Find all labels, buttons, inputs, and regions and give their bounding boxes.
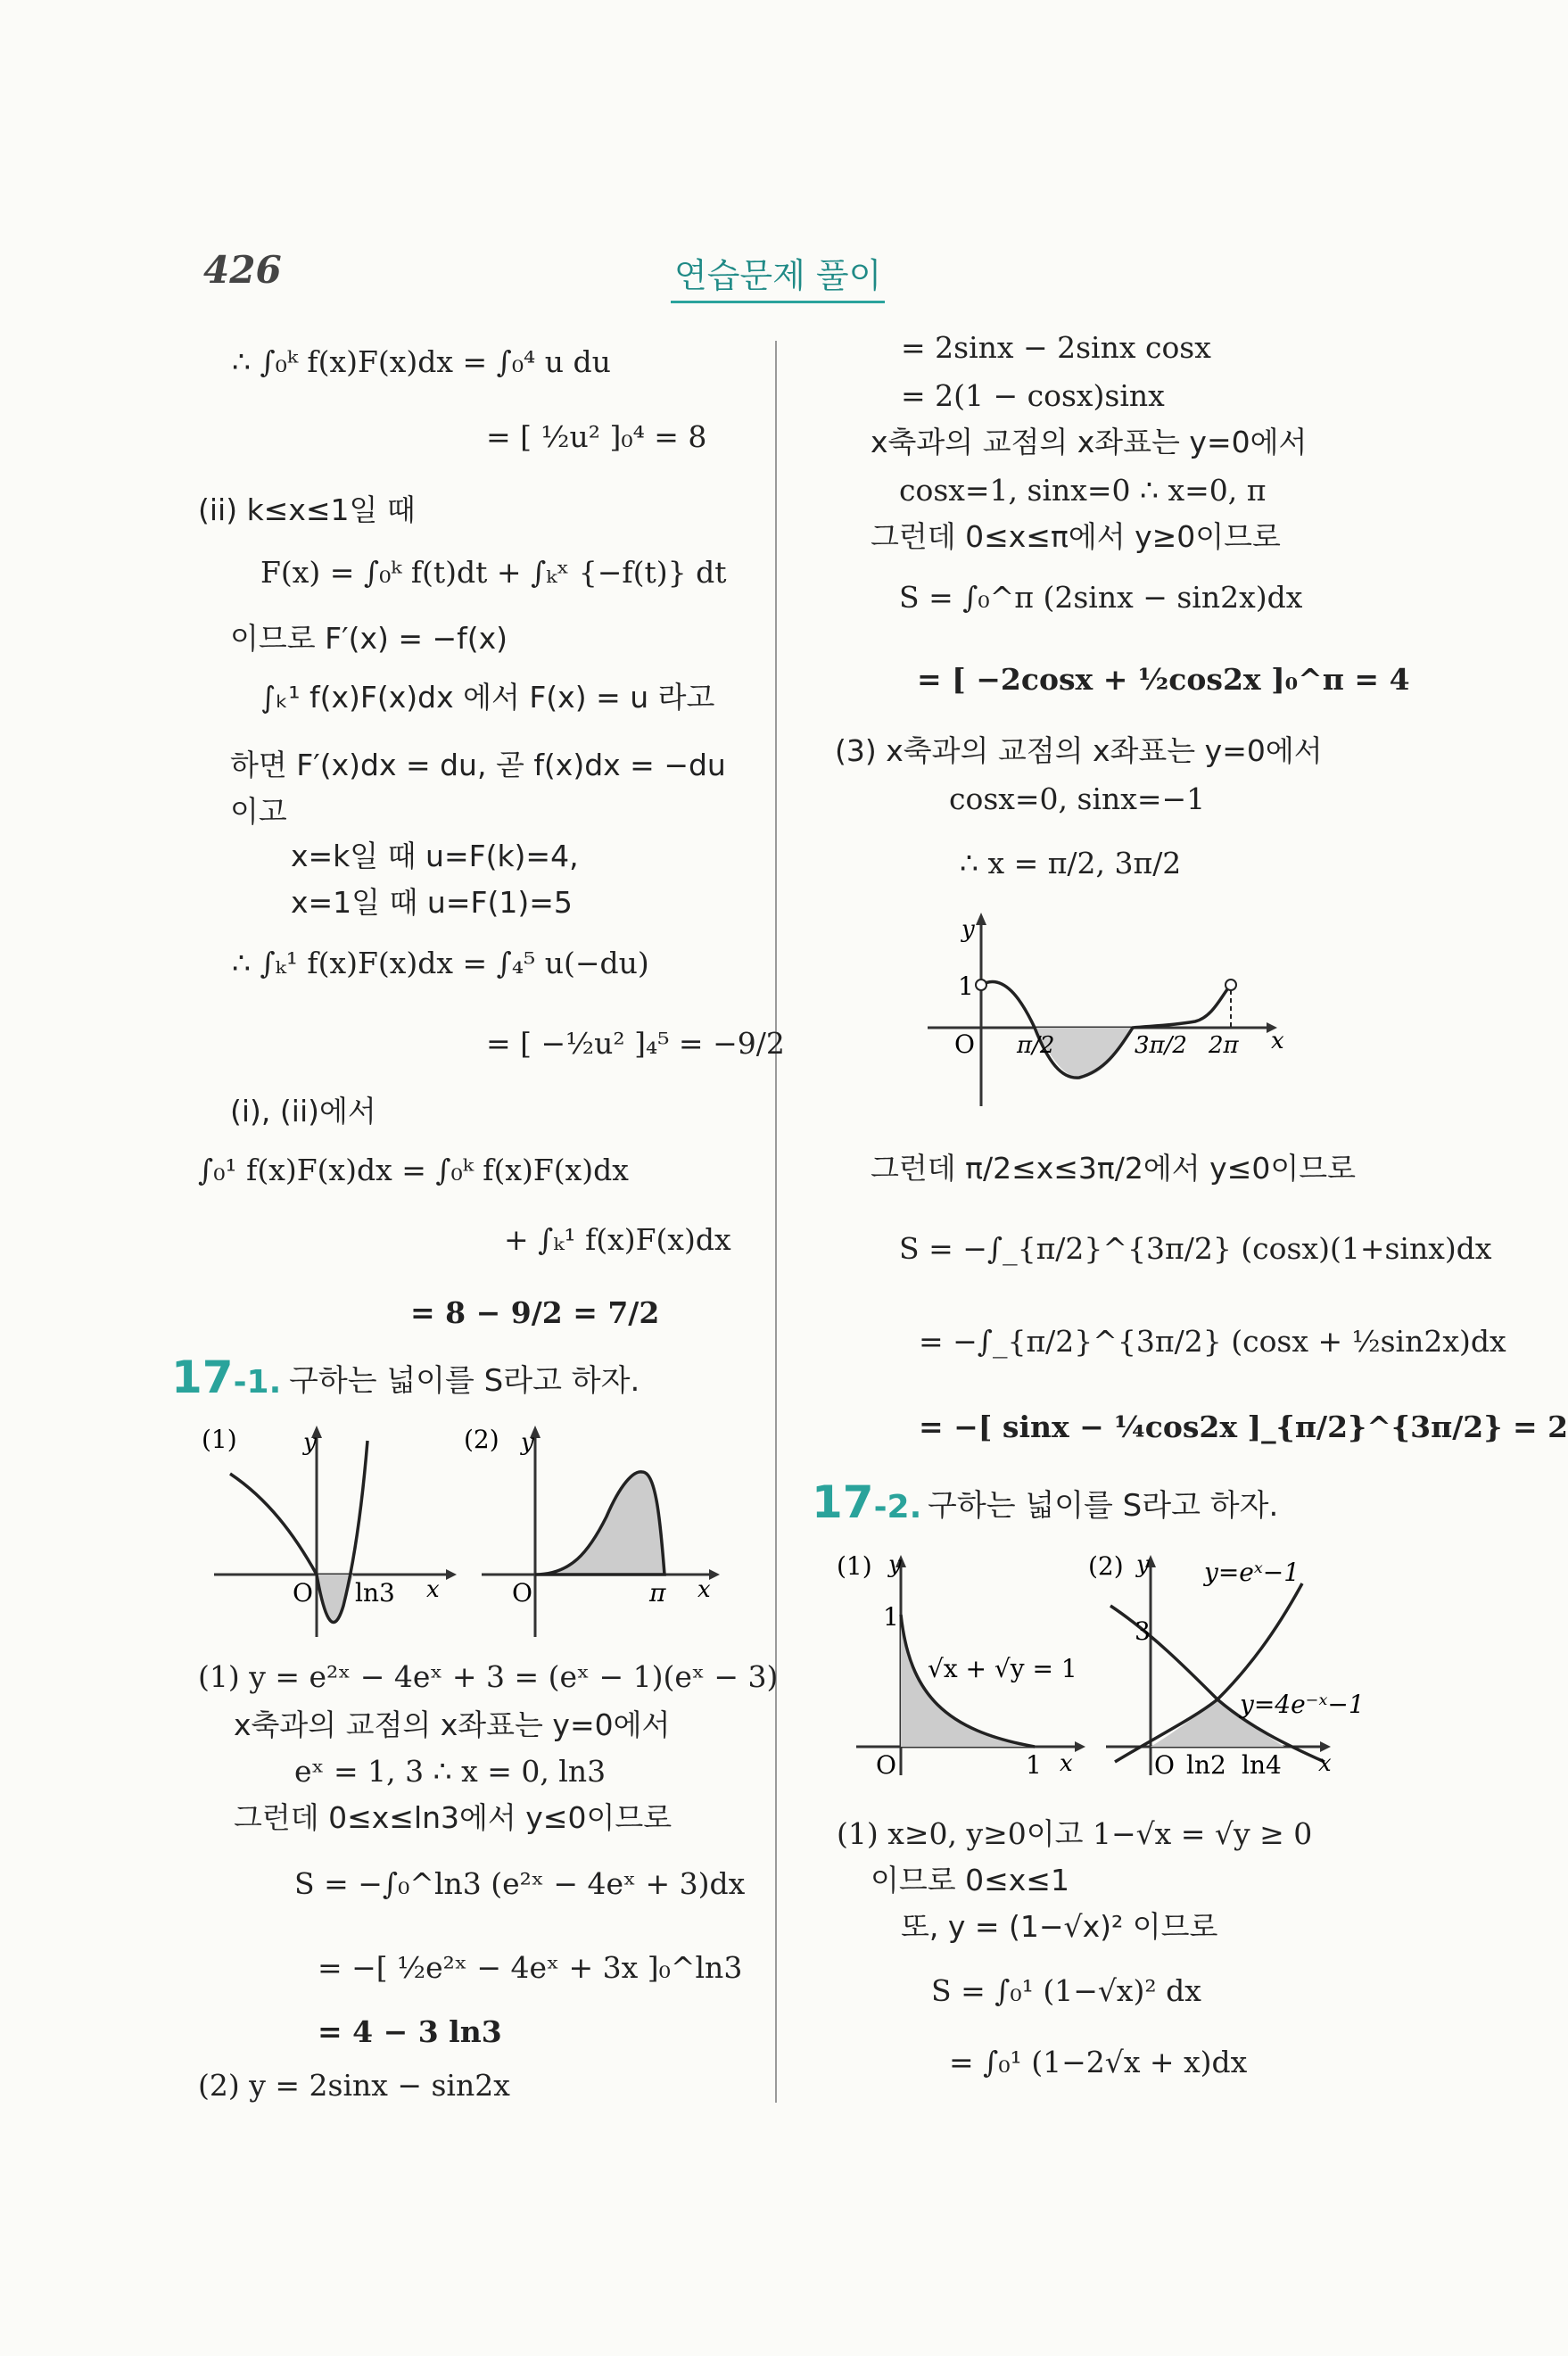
g2-y-label: y	[521, 1429, 534, 1456]
left-line-9: x=k일 때 u=F(k)=4,	[291, 839, 579, 873]
left-line-8: 이고	[230, 794, 287, 829]
g5-curve2-label: y=4e⁻ˣ−1	[1240, 1690, 1365, 1719]
right-line-3: x축과의 교점의 x좌표는 y=0에서	[871, 425, 1308, 459]
right-line-6: S = ∫₀^π (2sinx − sin2x)dx	[899, 580, 1303, 615]
left-line-1: ∴ ∫₀ᵏ f(x)F(x)dx = ∫₀⁴ u du	[232, 344, 611, 379]
s171-line-2: x축과의 교점의 x좌표는 y=0에서	[234, 1707, 671, 1742]
right-line-10: ∴ x = π/2, 3π/2	[960, 846, 1182, 880]
right-line-1: = 2sinx − 2sinx cosx	[901, 330, 1211, 365]
g4-one-x: 1	[1026, 1750, 1042, 1780]
left-line-14: ∫₀¹ f(x)F(x)dx = ∫₀ᵏ f(x)F(x)dx	[198, 1153, 629, 1187]
left-line-7: 하면 F′(x)dx = du, 곧 f(x)dx = −du	[230, 748, 726, 782]
left-line-10: x=1일 때 u=F(1)=5	[291, 885, 573, 920]
s172-line-2: 이므로 0≤x≤1	[871, 1863, 1069, 1897]
g3-y-label: y	[961, 916, 975, 943]
left-line-2: = [ ½u² ]₀⁴ = 8	[486, 419, 707, 454]
s171-line-3: eˣ = 1, 3 ∴ x = 0, ln3	[294, 1754, 607, 1789]
right-line-11: 그런데 π/2≤x≤3π/2에서 y≤0이므로	[871, 1151, 1356, 1186]
section-17-1-title: 구하는 넓이를 S라고 하자.	[289, 1363, 640, 1399]
s171-line-5: S = −∫₀^ln3 (e²ˣ − 4eˣ + 3)dx	[294, 1866, 746, 1901]
g4-origin: O	[876, 1750, 896, 1780]
g4-y-label: y	[888, 1551, 902, 1578]
g5-label: (2)	[1088, 1551, 1124, 1581]
right-line-13: = −∫_{π/2}^{3π/2} (cosx + ½sin2x)dx	[919, 1324, 1506, 1359]
s172-line-5: = ∫₀¹ (1−2√x + x)dx	[949, 2045, 1248, 2079]
s171-line-6: = −[ ½e²ˣ − 4eˣ + 3x ]₀^ln3	[318, 1950, 743, 1985]
g5-origin: O	[1154, 1750, 1175, 1780]
g5-y-label: y	[1136, 1551, 1150, 1578]
g3-tick3: 2π	[1209, 1032, 1239, 1059]
right-line-14: = −[ sinx − ¼cos2x ]_{π/2}^{3π/2} = 2	[919, 1409, 1568, 1444]
section-17-2-title: 구하는 넓이를 S라고 하자.	[928, 1488, 1279, 1524]
left-line-13: (i), (ii)에서	[230, 1094, 376, 1128]
left-line-4: F(x) = ∫₀ᵏ f(t)dt + ∫ₖˣ {−f(t)} dt	[260, 555, 727, 590]
g1-origin: O	[293, 1578, 313, 1608]
g1-x-label: x	[426, 1576, 440, 1603]
g2-x-label: x	[697, 1576, 711, 1603]
s171-line-7: = 4 − 3 ln3	[318, 2014, 502, 2049]
section-17-2-number: 17-2.	[812, 1476, 922, 1528]
s171-line-1: (1) y = e²ˣ − 4eˣ + 3 = (eˣ − 1)(eˣ − 3)	[198, 1659, 779, 1694]
right-line-5: 그런데 0≤x≤π에서 y≥0이므로	[871, 519, 1281, 554]
left-line-5: 이므로 F′(x) = −f(x)	[230, 621, 508, 656]
page-number: 426	[203, 248, 282, 292]
g2-tick: π	[649, 1578, 666, 1608]
g3-x-label: x	[1271, 1028, 1284, 1054]
g3-tick1: π/2	[1017, 1032, 1055, 1059]
left-line-11: ∴ ∫ₖ¹ f(x)F(x)dx = ∫₄⁵ u(−du)	[232, 946, 649, 980]
g5-tick2: ln4	[1242, 1750, 1282, 1780]
g5-tick1: ln2	[1186, 1750, 1226, 1780]
g2-origin: O	[512, 1578, 532, 1608]
g1-label: (1)	[202, 1425, 237, 1454]
right-line-9: cosx=0, sinx=−1	[949, 781, 1206, 816]
right-line-12: S = −∫_{π/2}^{3π/2} (cosx)(1+sinx)dx	[899, 1231, 1492, 1266]
g5-three: 3	[1135, 1616, 1151, 1646]
s171-line-4: 그런데 0≤x≤ln3에서 y≤0이므로	[234, 1800, 673, 1835]
g4-label: (1)	[837, 1551, 872, 1581]
left-line-15: + ∫ₖ¹ f(x)F(x)dx	[504, 1222, 731, 1257]
s172-line-1: (1) x≥0, y≥0이고 1−√x = √y ≥ 0	[837, 1816, 1313, 1851]
g1-y-label: y	[303, 1429, 317, 1456]
s172-line-4: S = ∫₀¹ (1−√x)² dx	[931, 1973, 1201, 2008]
g3-origin: O	[954, 1029, 975, 1059]
g5-curve1-label: y=eˣ−1	[1204, 1558, 1300, 1587]
right-line-2: = 2(1 − cosx)sinx	[901, 378, 1165, 413]
running-title: 연습문제 풀이	[671, 248, 885, 303]
s172-line-3: 또, y = (1−√x)² 이므로	[901, 1909, 1218, 1944]
s171-line-8: (2) y = 2sinx − sin2x	[198, 2068, 510, 2103]
right-line-7: = [ −2cosx + ½cos2x ]₀^π = 4	[917, 662, 1410, 697]
left-line-16: = 8 − 9/2 = 7/2	[410, 1295, 660, 1330]
g4-x-label: x	[1060, 1750, 1073, 1777]
section-17-1-number: 17-1.	[171, 1352, 282, 1403]
right-line-4: cosx=1, sinx=0 ∴ x=0, π	[899, 473, 1267, 508]
g3-one: 1	[958, 971, 974, 1001]
left-line-6: ∫ₖ¹ f(x)F(x)dx 에서 F(x) = u 라고	[260, 680, 715, 715]
g2-label: (2)	[464, 1425, 499, 1454]
g4-one-y: 1	[883, 1602, 899, 1632]
g5-x-label: x	[1318, 1750, 1332, 1777]
left-line-12: = [ −½u² ]₄⁵ = −9/2	[486, 1026, 785, 1061]
right-line-8: (3) x축과의 교점의 x좌표는 y=0에서	[835, 733, 1323, 768]
left-line-3: (ii) k≤x≤1일 때	[198, 492, 416, 527]
g4-curve-label: √x + √y = 1	[928, 1654, 1077, 1683]
g3-tick2: 3π/2	[1135, 1032, 1187, 1059]
g1-tick: ln3	[355, 1578, 395, 1608]
